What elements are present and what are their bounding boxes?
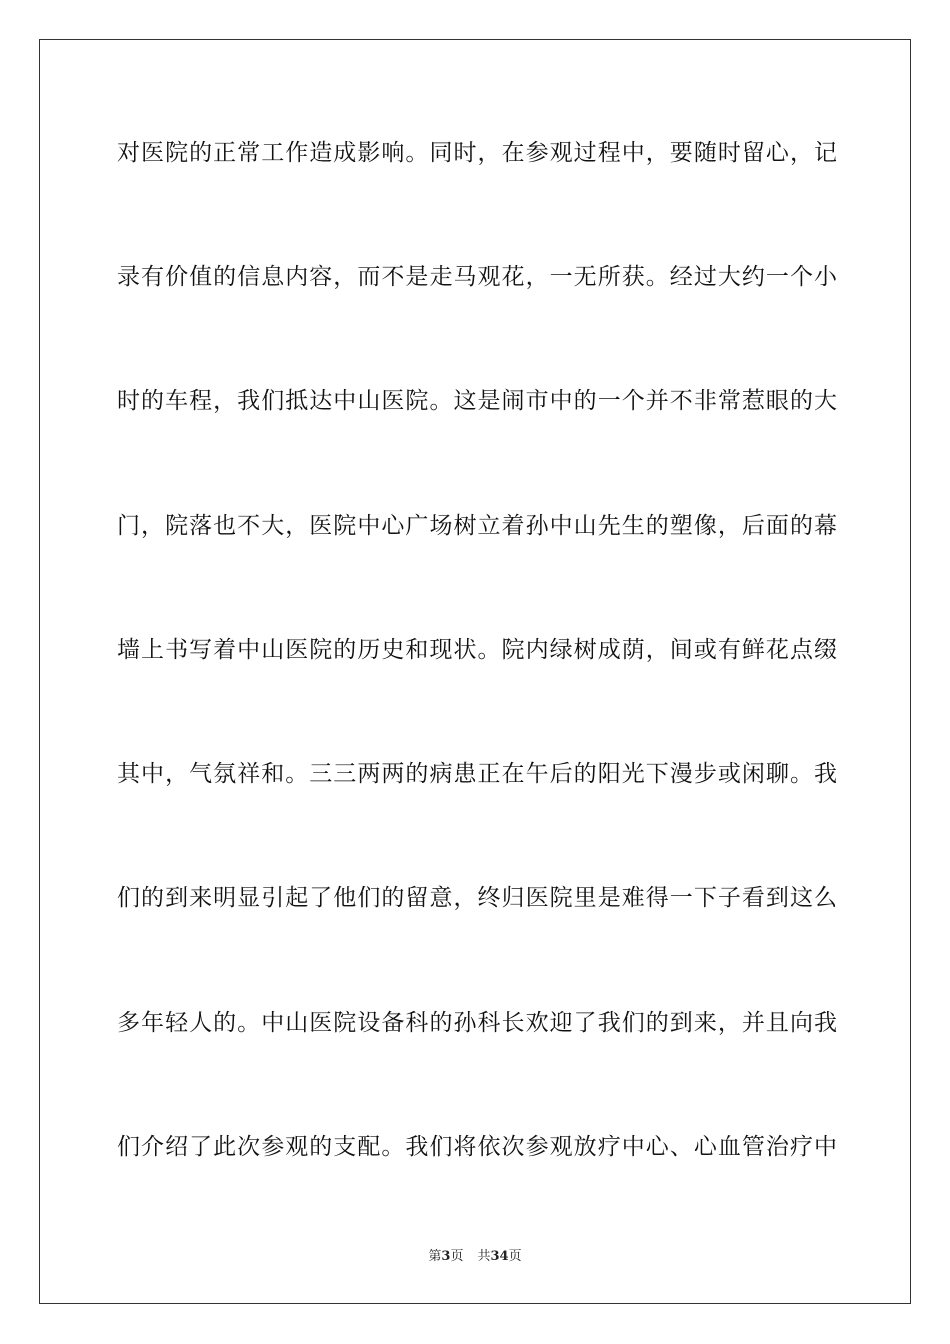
body-text-line: 其中，气氛祥和。三三两两的病患正在午后的阳光下漫步或闲聊。我 <box>117 761 837 787</box>
body-text-line: 多年轻人的。中山医院设备科的孙科长欢迎了我们的到来，并且向我 <box>117 1010 837 1036</box>
body-text-line: 门，院落也不大，医院中心广场树立着孙中山先生的塑像，后面的幕 <box>117 513 837 539</box>
body-text-line: 时的车程，我们抵达中山医院。这是闹市中的一个并不非常惹眼的大 <box>117 388 837 414</box>
page-prefix: 第 <box>428 1249 442 1264</box>
page-suffix: 页 <box>450 1249 464 1264</box>
total-pages: 34 <box>490 1249 509 1264</box>
body-text-line: 录有价值的信息内容，而不是走马观花，一无所获。经过大约一个小 <box>117 264 837 290</box>
body-text-line: 对医院的正常工作造成影响。同时，在参观过程中，要随时留心，记 <box>117 140 837 166</box>
body-text-line: 们介绍了此次参观的支配。我们将依次参观放疗中心、心血管治疗中 <box>117 1134 837 1160</box>
page-border <box>39 39 911 1304</box>
page-footer <box>0 1248 950 1266</box>
body-text-line: 墙上书写着中山医院的历史和现状。院内绿树成荫，间或有鲜花点缀 <box>117 637 837 663</box>
body-text-line: 们的到来明显引起了他们的留意，终归医院里是难得一下子看到这么 <box>117 885 837 911</box>
total-suffix: 页 <box>508 1249 522 1264</box>
total-prefix: 共 <box>477 1249 491 1264</box>
page-number: 3 <box>441 1249 451 1264</box>
